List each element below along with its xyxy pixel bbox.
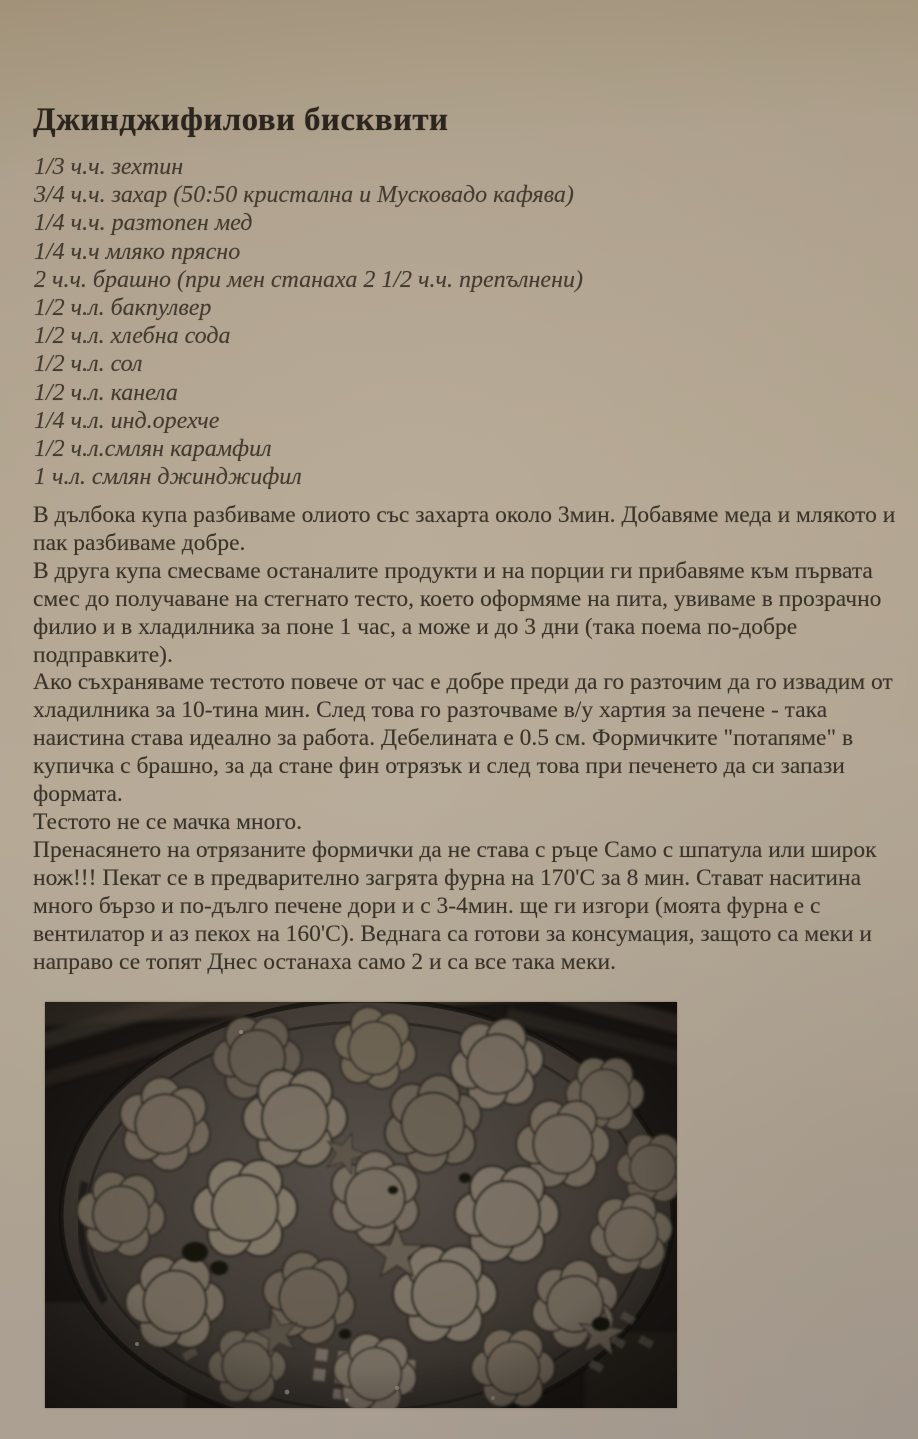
recipe-photo bbox=[45, 1002, 677, 1408]
ingredient-line: 1 ч.л. смлян джинджифил bbox=[34, 464, 302, 491]
ingredient-line: 1/2 ч.л. бакпулвер bbox=[34, 294, 212, 321]
ingredient-line: 1/4 ч.ч. разтопен мед bbox=[34, 210, 253, 237]
instruction-paragraph: В друга купа смесваме останалите продукти и на порции ги прибавяме към първата смес до получаване на стегнато тесто, което оформяме на пита, увиваме в прозрачно филио и в хладилника за поне 1 час, а може и до 3 дни (така поема по-добре подправките). bbox=[33, 557, 882, 668]
recipe-title: Джинджифилови бисквити bbox=[33, 102, 449, 139]
ingredient-line: 1/2 ч.л. канела bbox=[34, 379, 178, 406]
cookies-photo-illustration bbox=[45, 1002, 677, 1408]
ingredient-line: 2 ч.ч. брашно (при мен станаха 2 1/2 ч.ч. препълнени) bbox=[34, 266, 583, 293]
instruction-paragraph: Пренасянето на отрязаните формички да не става с ръце Само с шпатула или широк нож!!! Пекат се в предварително загрята фурна на 170'С за 8 мин. Стават наситина много бързо и по-дълго печене дори и с 3-4мин. ще ги изгори (моята фурна е с вентилатор и аз пекох на 160'С). Веднага са готови за консумация, защото са меки и направо се топят Днес останаха само 2 и са все така меки. bbox=[33, 836, 877, 975]
ingredient-line: 1/4 ч.ч мляко прясно bbox=[34, 238, 241, 265]
instructions-block bbox=[33, 502, 909, 976]
instruction-paragraph: Ако съхраняваме тестото повече от час е добре преди да го разточим да го извадим от хладилника за 10-тина мин. След това го разточваме в/у хартия за печене - така наистина става идеално за работа. Дебелината е 0.5 см. Формичките "потапяме" в купичка с брашно, за да стане фин отрязък и след това при печенето да си запази формата. bbox=[33, 669, 893, 808]
photo-vignette bbox=[45, 1002, 677, 1408]
ingredient-line: 1/2 ч.л.смлян карамфил bbox=[34, 435, 272, 462]
ingredient-line: 3/4 ч.ч. захар (50:50 кристална и Мусковадо кафява) bbox=[34, 182, 574, 209]
instruction-paragraph: В дълбока купа разбиваме олиото със захарта около 3мин. Добавяме меда и млякото и пак разбиваме добре. bbox=[33, 502, 896, 556]
instruction-paragraph: Тестото не се мачка много. bbox=[33, 808, 303, 835]
ingredient-line: 1/2 ч.л. сол bbox=[34, 351, 143, 378]
ingredient-line: 1/3 ч.ч. зехтин bbox=[34, 154, 184, 180]
ingredient-line: 1/4 ч.л. инд.орехче bbox=[34, 407, 220, 434]
ingredient-line: 1/2 ч.л. хлебна сода bbox=[34, 323, 231, 350]
ingredient-list bbox=[34, 153, 583, 491]
